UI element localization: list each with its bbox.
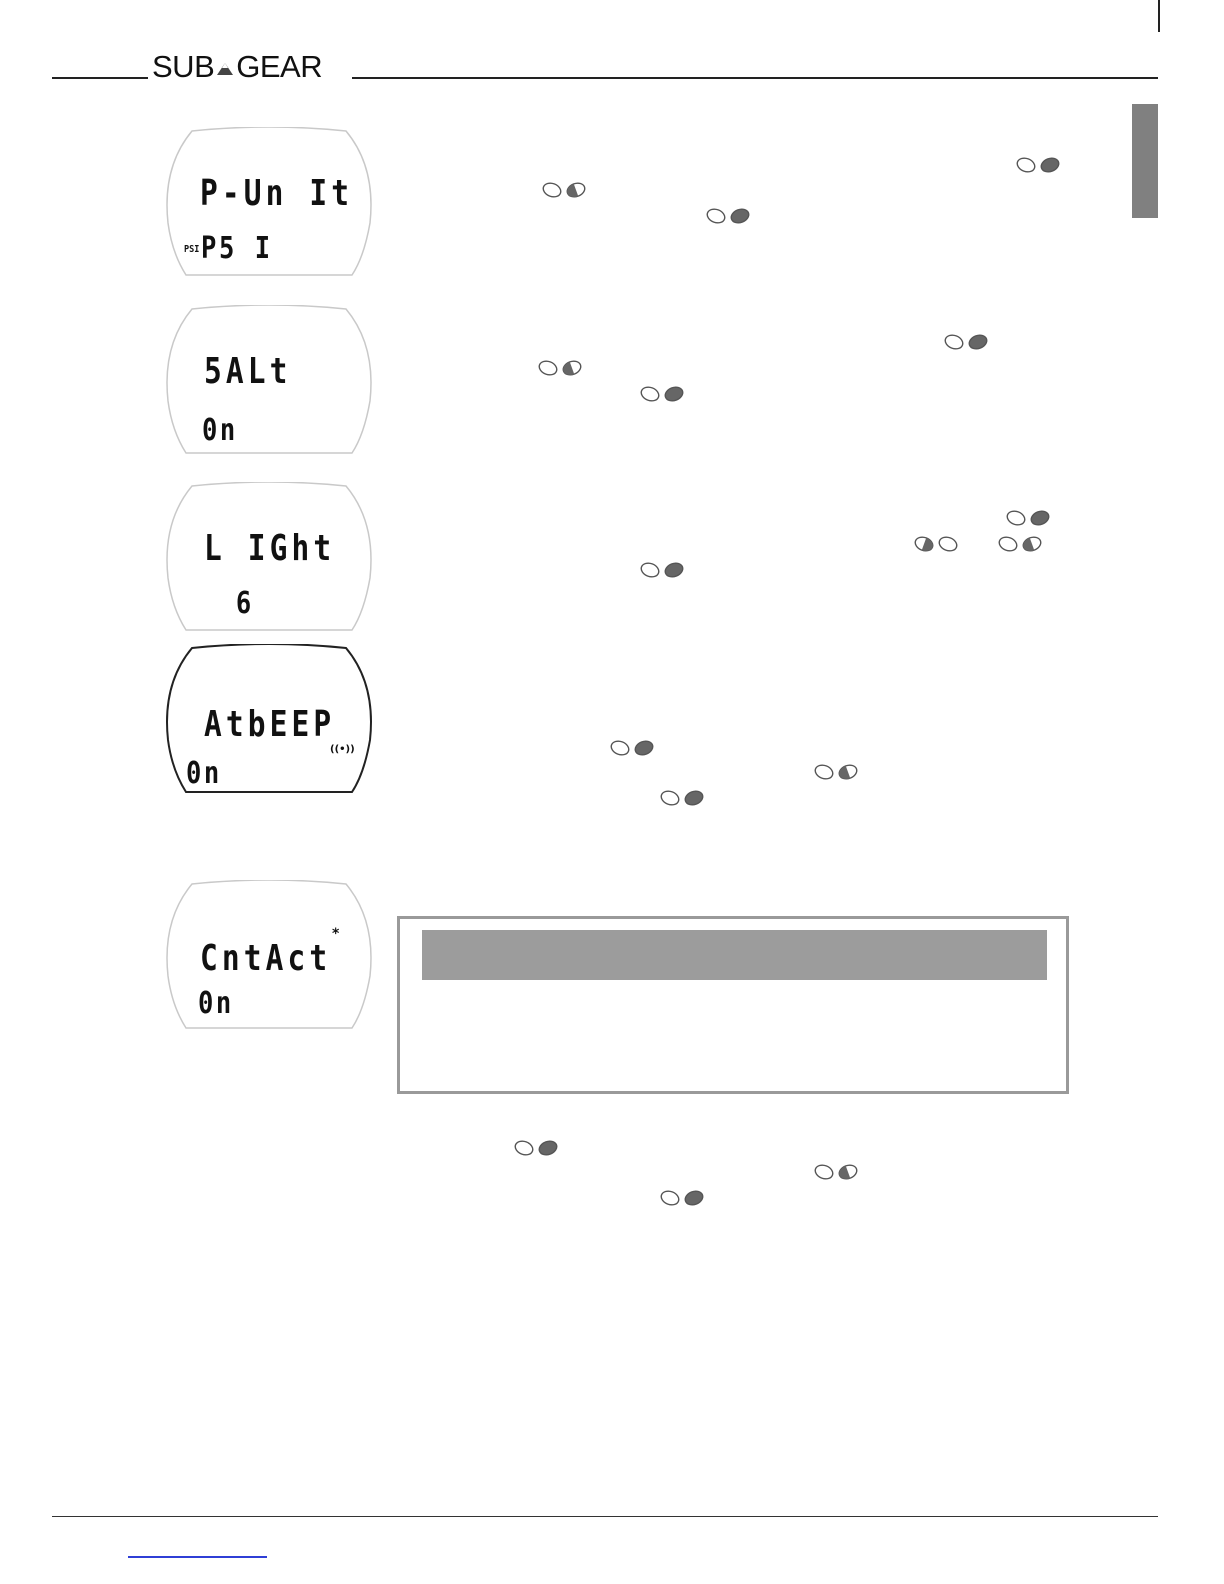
corner-crop-mark [1158, 0, 1160, 32]
lcd-display-light [164, 482, 374, 634]
header-rule-left [52, 77, 148, 79]
warning-header-bar [422, 930, 1047, 980]
lcd-line-2: 6 [218, 586, 254, 621]
lcd-line-2: 0n [202, 413, 238, 448]
button-press-right-icon [944, 333, 992, 353]
beep-signal-icon: ((•)) [330, 744, 355, 755]
section-tab [1132, 104, 1158, 218]
button-press-right-icon [1016, 156, 1064, 176]
button-half-right-icon [814, 1163, 862, 1183]
button-press-right-icon [640, 561, 688, 581]
button-half-left-icon [914, 535, 962, 555]
button-press-right-icon [640, 385, 688, 405]
lcd-display-contact [164, 880, 374, 1032]
lcd-display-p-unit [164, 127, 374, 279]
lcd-display-salt [164, 305, 374, 457]
button-press-right-icon [706, 207, 754, 227]
lcd-line-1: L IGht [204, 528, 336, 569]
header-rule-right [352, 77, 1158, 79]
button-press-right-icon [1006, 509, 1054, 529]
brand-logo [152, 50, 322, 84]
button-half-right-icon [542, 181, 590, 201]
footer-link-underline[interactable] [128, 1556, 267, 1558]
button-press-right-icon [514, 1139, 562, 1159]
lcd-line-2 [184, 231, 273, 266]
lcd-line-2: 0n [198, 986, 234, 1021]
lcd-line-1: 5ALt [204, 351, 292, 392]
button-half-right-icon [814, 763, 862, 783]
contact-indicator-icon: * [332, 926, 340, 942]
button-press-right-icon [610, 739, 658, 759]
footer-rule [52, 1516, 1158, 1517]
button-half-right-icon [538, 359, 586, 379]
lcd-line-1: P-Un It [200, 173, 354, 214]
button-half-right-icon [998, 535, 1046, 555]
lcd-value: P5 I [201, 231, 273, 266]
lcd-line-1: CntAct [200, 938, 332, 979]
brand-logo-left: SUB [152, 49, 215, 84]
button-press-right-icon [660, 789, 708, 809]
lcd-line-2: 0n [186, 756, 222, 791]
button-press-right-icon [660, 1189, 708, 1209]
lcd-line-1: AtbEEP [204, 704, 336, 745]
brand-logo-right: GEAR [236, 49, 323, 84]
lcd-unit-prefix: PSI [184, 244, 200, 255]
lcd-display-atbeep [164, 644, 374, 796]
triangle-mountain-icon [215, 60, 235, 78]
